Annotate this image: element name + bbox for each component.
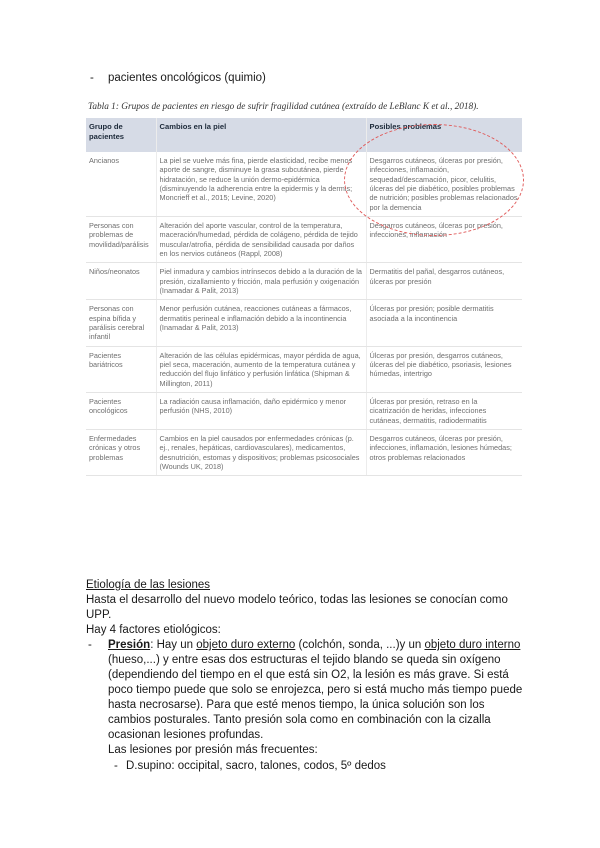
cell-problems: Desgarros cutáneos, úlceras por presión, infecciones, inflamación, lesiones húmedas; otros problemas relacionados bbox=[366, 429, 522, 475]
presion-text-1: : Hay un bbox=[150, 639, 197, 651]
presion-text-3: (hueso,...) y entre esas dos estructuras el tejido blando se queda sin oxígeno (dependiendo del tiempo en el que está sin O2, la lesión es más grave. Si está poco tiempo puede que solo se enrojezca, pero si está mucho más tiempo puede hasta necrosarse). Para que esté menos tiempo, la única solución son los cambios posturales. Tanto presión sola como en combinación con la cizalla ocasionan lesiones profundas. bbox=[108, 654, 523, 741]
top-bullet-item bbox=[90, 72, 266, 84]
table-row bbox=[86, 346, 522, 392]
cell-group: Niños/neonatos bbox=[86, 263, 156, 300]
cell-changes: La piel se vuelve más fina, pierde elasticidad, recibe menos aporte de sangre, disminuye la grasa subcutánea, pierde hidratación, se reduce la unión dermo-epidérmica (disminuyendo la adherencia entre la epidermis y la dermis; Moncrieff et al., 2015; Levine, 2020) bbox=[156, 152, 366, 216]
header-changes: Cambios en la piel bbox=[156, 118, 366, 152]
cell-group: Personas con espina bífida y parálisis cerebral infantil bbox=[86, 300, 156, 346]
cell-problems: Dermatitis del pañal, desgarros cutáneos, úlceras por presión bbox=[366, 263, 522, 300]
table-row bbox=[86, 216, 522, 262]
supino-bullet bbox=[108, 759, 526, 774]
presion-label: Presión bbox=[108, 639, 151, 651]
bullet-dash: - bbox=[90, 72, 94, 84]
cell-group: Pacientes bariátricos bbox=[86, 346, 156, 392]
table-header-row bbox=[86, 118, 522, 152]
table-row bbox=[86, 429, 522, 475]
table-row bbox=[86, 152, 522, 216]
presion-external-object: objeto duro externo bbox=[196, 639, 296, 651]
table-row bbox=[86, 300, 522, 346]
etiology-section bbox=[86, 578, 526, 774]
cell-changes: Piel inmadura y cambios intrínsecos debido a la duración de la presión, cizallamiento y fricción, mala perfusión y oxigenación (Inamadar & Palit, 2013) bbox=[156, 263, 366, 300]
cell-changes: Alteración de las células epidérmicas, mayor pérdida de agua, piel seca, maceración, aumento de la temperatura cutánea y reducción del flujo linfático y perfusión linfática (Shipman & Millington, 2011) bbox=[156, 346, 366, 392]
patient-groups-table bbox=[86, 118, 522, 476]
table-caption: Tabla 1: Grupos de pacientes en riesgo de sufrir fragilidad cutánea (extraído de LeBlanc K et al., 2018). bbox=[88, 102, 479, 112]
presion-content bbox=[108, 638, 526, 774]
header-problems: Posibles problemas bbox=[366, 118, 522, 152]
supino-text: D.supino: occipital, sacro, talones, codos, 5º dedos bbox=[126, 760, 386, 772]
cell-changes: Cambios en la piel causados por enfermedades crónicas (p. ej., renales, hepáticas, cardiovasculares), medicamentos, desnutrición, estomas y dispositivos; problemas psicosociales (Wounds UK, 2018) bbox=[156, 429, 366, 475]
presion-paragraph bbox=[108, 638, 526, 743]
table-row bbox=[86, 263, 522, 300]
cell-changes: Alteración del aporte vascular, control de la temperatura, maceración/humedad, pérdida de colágeno, pérdida de tejido muscular/atrofia, pérdida de sensibilidad causada por daños en los nervios cutáneos (Rappl, 2008) bbox=[156, 216, 366, 262]
frecuentes-text: Las lesiones por presión más frecuentes: bbox=[108, 744, 318, 756]
cell-changes: Menor perfusión cutánea, reacciones cutáneas a fármacos, dermatitis perineal e inflamación debido a la incontinencia (Inamadar & Palit, 2013) bbox=[156, 300, 366, 346]
cell-changes: La radiación causa inflamación, daño epidérmico y menor perfusión (NHS, 2010) bbox=[156, 392, 366, 429]
presion-internal-object: objeto duro interno bbox=[424, 639, 521, 651]
cell-problems: Desgarros cutáneos, úlceras por presión, infecciones, inflamación, sequedad/descamación, picor, celulitis, úlceras del pie diabético, posibles problemas de nutrición; posibles problemas relacionados por la demencia bbox=[366, 152, 522, 216]
presion-text-2: (colchón, sonda, ...)y un bbox=[295, 639, 425, 651]
cell-problems: Desgarros cutáneos, úlceras por presión, infecciones, inflamación bbox=[366, 216, 522, 262]
header-group: Grupo de pacientes bbox=[86, 118, 156, 152]
presion-bullet bbox=[86, 638, 526, 774]
bullet-dash: - bbox=[88, 639, 92, 651]
intro-paragraph-1: Hasta el desarrollo del nuevo modelo teórico, todas las lesiones se conocían como UPP. bbox=[86, 594, 508, 621]
cell-problems: Úlceras por presión, retraso en la cicatrización de heridas, infecciones cutáneas, dermatitis, radiodermatitis bbox=[366, 392, 522, 429]
table-row bbox=[86, 392, 522, 429]
cell-problems: Úlceras por presión, desgarros cutáneos, úlceras del pie diabético, psoriasis, lesiones húmedas, intertrigo bbox=[366, 346, 522, 392]
cell-group: Enfermedades crónicas y otros problemas bbox=[86, 429, 156, 475]
bullet-text: pacientes oncológicos (quimio) bbox=[108, 72, 266, 84]
table-container bbox=[86, 118, 522, 513]
intro-paragraph-2: Hay 4 factores etiológicos: bbox=[86, 624, 221, 636]
cell-group: Ancianos bbox=[86, 152, 156, 216]
sub-bullet-dash: - bbox=[114, 760, 118, 772]
cell-group: Pacientes oncológicos bbox=[86, 392, 156, 429]
section-title: Etiología de las lesiones bbox=[86, 579, 211, 591]
cell-group: Personas con problemas de movilidad/parálisis bbox=[86, 216, 156, 262]
cell-problems: Úlceras por presión; posible dermatitis asociada a la incontinencia bbox=[366, 300, 522, 346]
